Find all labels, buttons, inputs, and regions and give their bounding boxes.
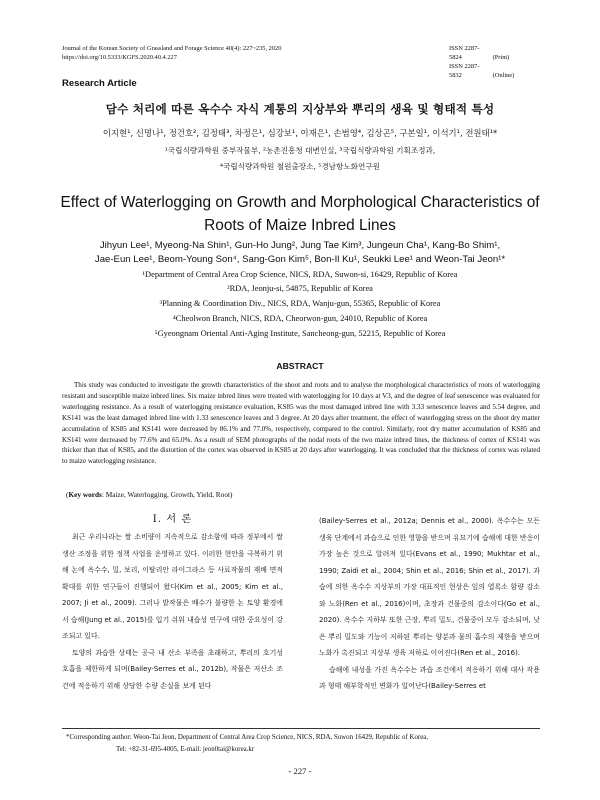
body-paragraph: 최근 우리나라는 쌀 소비량이 지속적으로 감소함에 따라 정부에서 쌀 생산 조정을 위한 정책 사업을 운영하고 있다. 이러한 현안을 극복하기 위해 논에 옥수수, 밀, 보리, 이탈리안 라이그라스 등 사료작물의 재배 면적 확대를 위한 연구들이 진행되어 왔다(Kim et al., 2005; Kim et al., 2007; Ji et al., 2009). 그러나 밭작물은 배수가 불량한 논 토양 환경에서 습해(Jung et al., 2015)를 입기 쉬워 내습성 연구에 대한 중요성이 강조되고 있다. bbox=[62, 533, 283, 640]
journal-header bbox=[62, 44, 281, 62]
abstract-heading: ABSTRACT bbox=[276, 361, 324, 371]
korean-affiliations-1: ¹국립식량과학원 중부작물부, ²농촌진흥청 대변인실, ³국립식량과학원 기획조정과, bbox=[164, 146, 436, 155]
affiliation-3: ³Planning & Coordination Div., NICS, RDA, Wanju-gun, 55365, Republic of Korea bbox=[159, 299, 441, 308]
footnote-divider bbox=[62, 728, 540, 729]
english-title-line2: Roots of Maize Inbred Lines bbox=[204, 217, 396, 234]
issn-online: ISSN 2287-5832 bbox=[449, 63, 480, 79]
affiliation-2: ²RDA, Jeonju-si, 54875, Republic of Korea bbox=[227, 284, 373, 293]
korean-authors: 이지현¹, 신명나¹, 정건호², 김정태³, 차정은¹, 심강보¹, 이재은¹, 손범영⁴, 김상곤⁵, 구본일¹, 이석기¹, 전원태¹* bbox=[102, 128, 498, 138]
corresponding-author: *Corresponding author: Weon-Tai Jeon, Department of Central Area Crop Science, NICS, RDA, Suwon 16429, Republic of Korea, bbox=[66, 734, 429, 741]
issn-online-type: (Online) bbox=[492, 72, 515, 79]
affiliation-5: ⁵Gyeongnam Oriental Anti-Aging Institute, Sancheong-gun, 52215, Republic of Korea bbox=[154, 329, 446, 338]
abstract-text: This study was conducted to investigate the growth characteristics of the shoot and roots and to analyse the morphological characteristics of roots of waterlogging resistant and susceptible maize inbred lines. Six maize inbred lines were treated with waterlogging for 10 days at V3, and the degree of leaf senescence was evaluated for waterlogging resistance. As a result of waterlogging resistance evaluation, KS85 was the most damaged inbred line with 3.33 senescence leaves and 5.54 degree, and KS141 was the least damaged inbred line with 1.33 senescence leaves and 3 degree. At 20 days after treatment, the effect of waterlogging stress on the shoot dry matter accumulation of KS85 and KS141 were decreased by 86.1% and 77.0%, respectively, compared to the control. Similarly, root dry matter accumulation of KS85 and KS141 were decreased by 77.6% and 65.0%. As a result of SEM photographs of the nodal roots of the two maize inbred lines, the thickness of cortex of KS141 was thicker than that of KS85, and the distortion of the cortex was observed in KS85 at 20 days after waterlogging. It was concluded that the thickness of cortex was related to maize waterlogging resistance. bbox=[62, 381, 540, 466]
korean-title: 담수 처리에 따른 옥수수 자식 계통의 지상부와 뿌리의 생육 및 형태적 특성 bbox=[105, 102, 495, 116]
keywords bbox=[66, 490, 232, 499]
issn-block bbox=[449, 44, 514, 80]
keywords-open: ( bbox=[66, 490, 69, 499]
body-paragraph: 습해에 내성을 가진 옥수수는 과습 조건에서 적응하기 위해 대사 작용과 형태 해부학적인 변화가 일어난다(Bailey-Serres et bbox=[319, 665, 540, 690]
body-paragraph: 토양의 과습한 상태는 공극 내 산소 부족을 초래하고, 뿌리의 호기성 호흡을 제한하게 되며(Bailey-Serres et al., 2012b), 작물은 저산소 조건에 적응하기 위해 상당한 수량 손실을 보게 된다 bbox=[62, 648, 283, 690]
page-number: - 227 - bbox=[288, 766, 312, 776]
english-title-line1: Effect of Waterlogging on Growth and Morphological Characteristics of bbox=[60, 194, 540, 211]
keywords-list: : Maize, Waterlogging, Growth, Yield, Root) bbox=[101, 490, 233, 499]
contact-info: Tel: +82-31-695-4005, E-mail: jeon0tai@korea.kr bbox=[116, 746, 255, 753]
article-type: Research Article bbox=[62, 78, 137, 89]
korean-affiliations-2: ⁴국립식량과학원 철원출장소, ⁵경남항노화연구원 bbox=[219, 162, 381, 171]
issn-print-type: (Print) bbox=[492, 54, 510, 61]
english-authors-1: Jihyun Lee¹, Myeong-Na Shin¹, Gun-Ho Jung², Jung Tae Kim³, Jungeun Cha¹, Kang-Bo Shim¹, bbox=[99, 240, 501, 251]
section-heading-introduction: Ⅰ. 서 론 bbox=[152, 514, 193, 525]
footnote bbox=[66, 732, 428, 756]
doi-link[interactable]: https://doi.org/10.5333/KGFS.2020.40.4.227 bbox=[62, 54, 177, 61]
affiliation-1: ¹Department of Central Area Crop Science, NICS, RDA, Suwon-si, 16429, Republic of Korea bbox=[142, 270, 458, 279]
issn-print: ISSN 2287-5824 bbox=[449, 45, 480, 61]
english-title bbox=[0, 191, 600, 237]
english-authors-2: Jae-Eun Lee¹, Beom-Young Son⁴, Sang-Gon Kim⁵, Bon-Il Ku¹, Seukki Lee¹ and Weon-Tai Jeon¹* bbox=[94, 254, 506, 265]
affiliation-4: ⁴Cheolwon Branch, NICS, RDA, Cheorwon-gun, 24010, Republic of Korea bbox=[172, 314, 428, 323]
body-right-column bbox=[319, 513, 540, 695]
keywords-label: Key words bbox=[68, 490, 102, 499]
journal-citation: Journal of the Korean Society of Grassland and Forage Science 40(4): 227~235, 2020 bbox=[62, 45, 282, 52]
body-left-column bbox=[62, 529, 283, 694]
body-paragraph: (Bailey-Serres et al., 2012a; Dennis et al., 2000). 옥수수는 모든 생육 단계에서 과습으로 인한 영향을 받으며 유묘기에 습해에 대한 반응이 가장 높은 것으로 알려져 있다(Evans et al., 1990; Mukhtar et al., 1990; Zaidi et al., 2004; Shin et al., 2016; Shin et al., 2017). 과습에 의한 옥수수 지상부의 가장 대표적인 현상은 잎의 엽록소 함량 감소와 노화(Ren et al., 2016)이며, 초장과 건물중의 감소이다(Go et al., 2020). 옥수수 지하부 또한 근장, 뿌리 밀도, 건물중이 모두 감소되며, 낮은 뿌리 밀도와 기능이 저하된 뿌리는 양분과 물의 흡수의 제한을 받으며 노화가 촉진되고 지상부 생육 저하로 이어진다(Ren et al., 2016). bbox=[319, 517, 540, 657]
